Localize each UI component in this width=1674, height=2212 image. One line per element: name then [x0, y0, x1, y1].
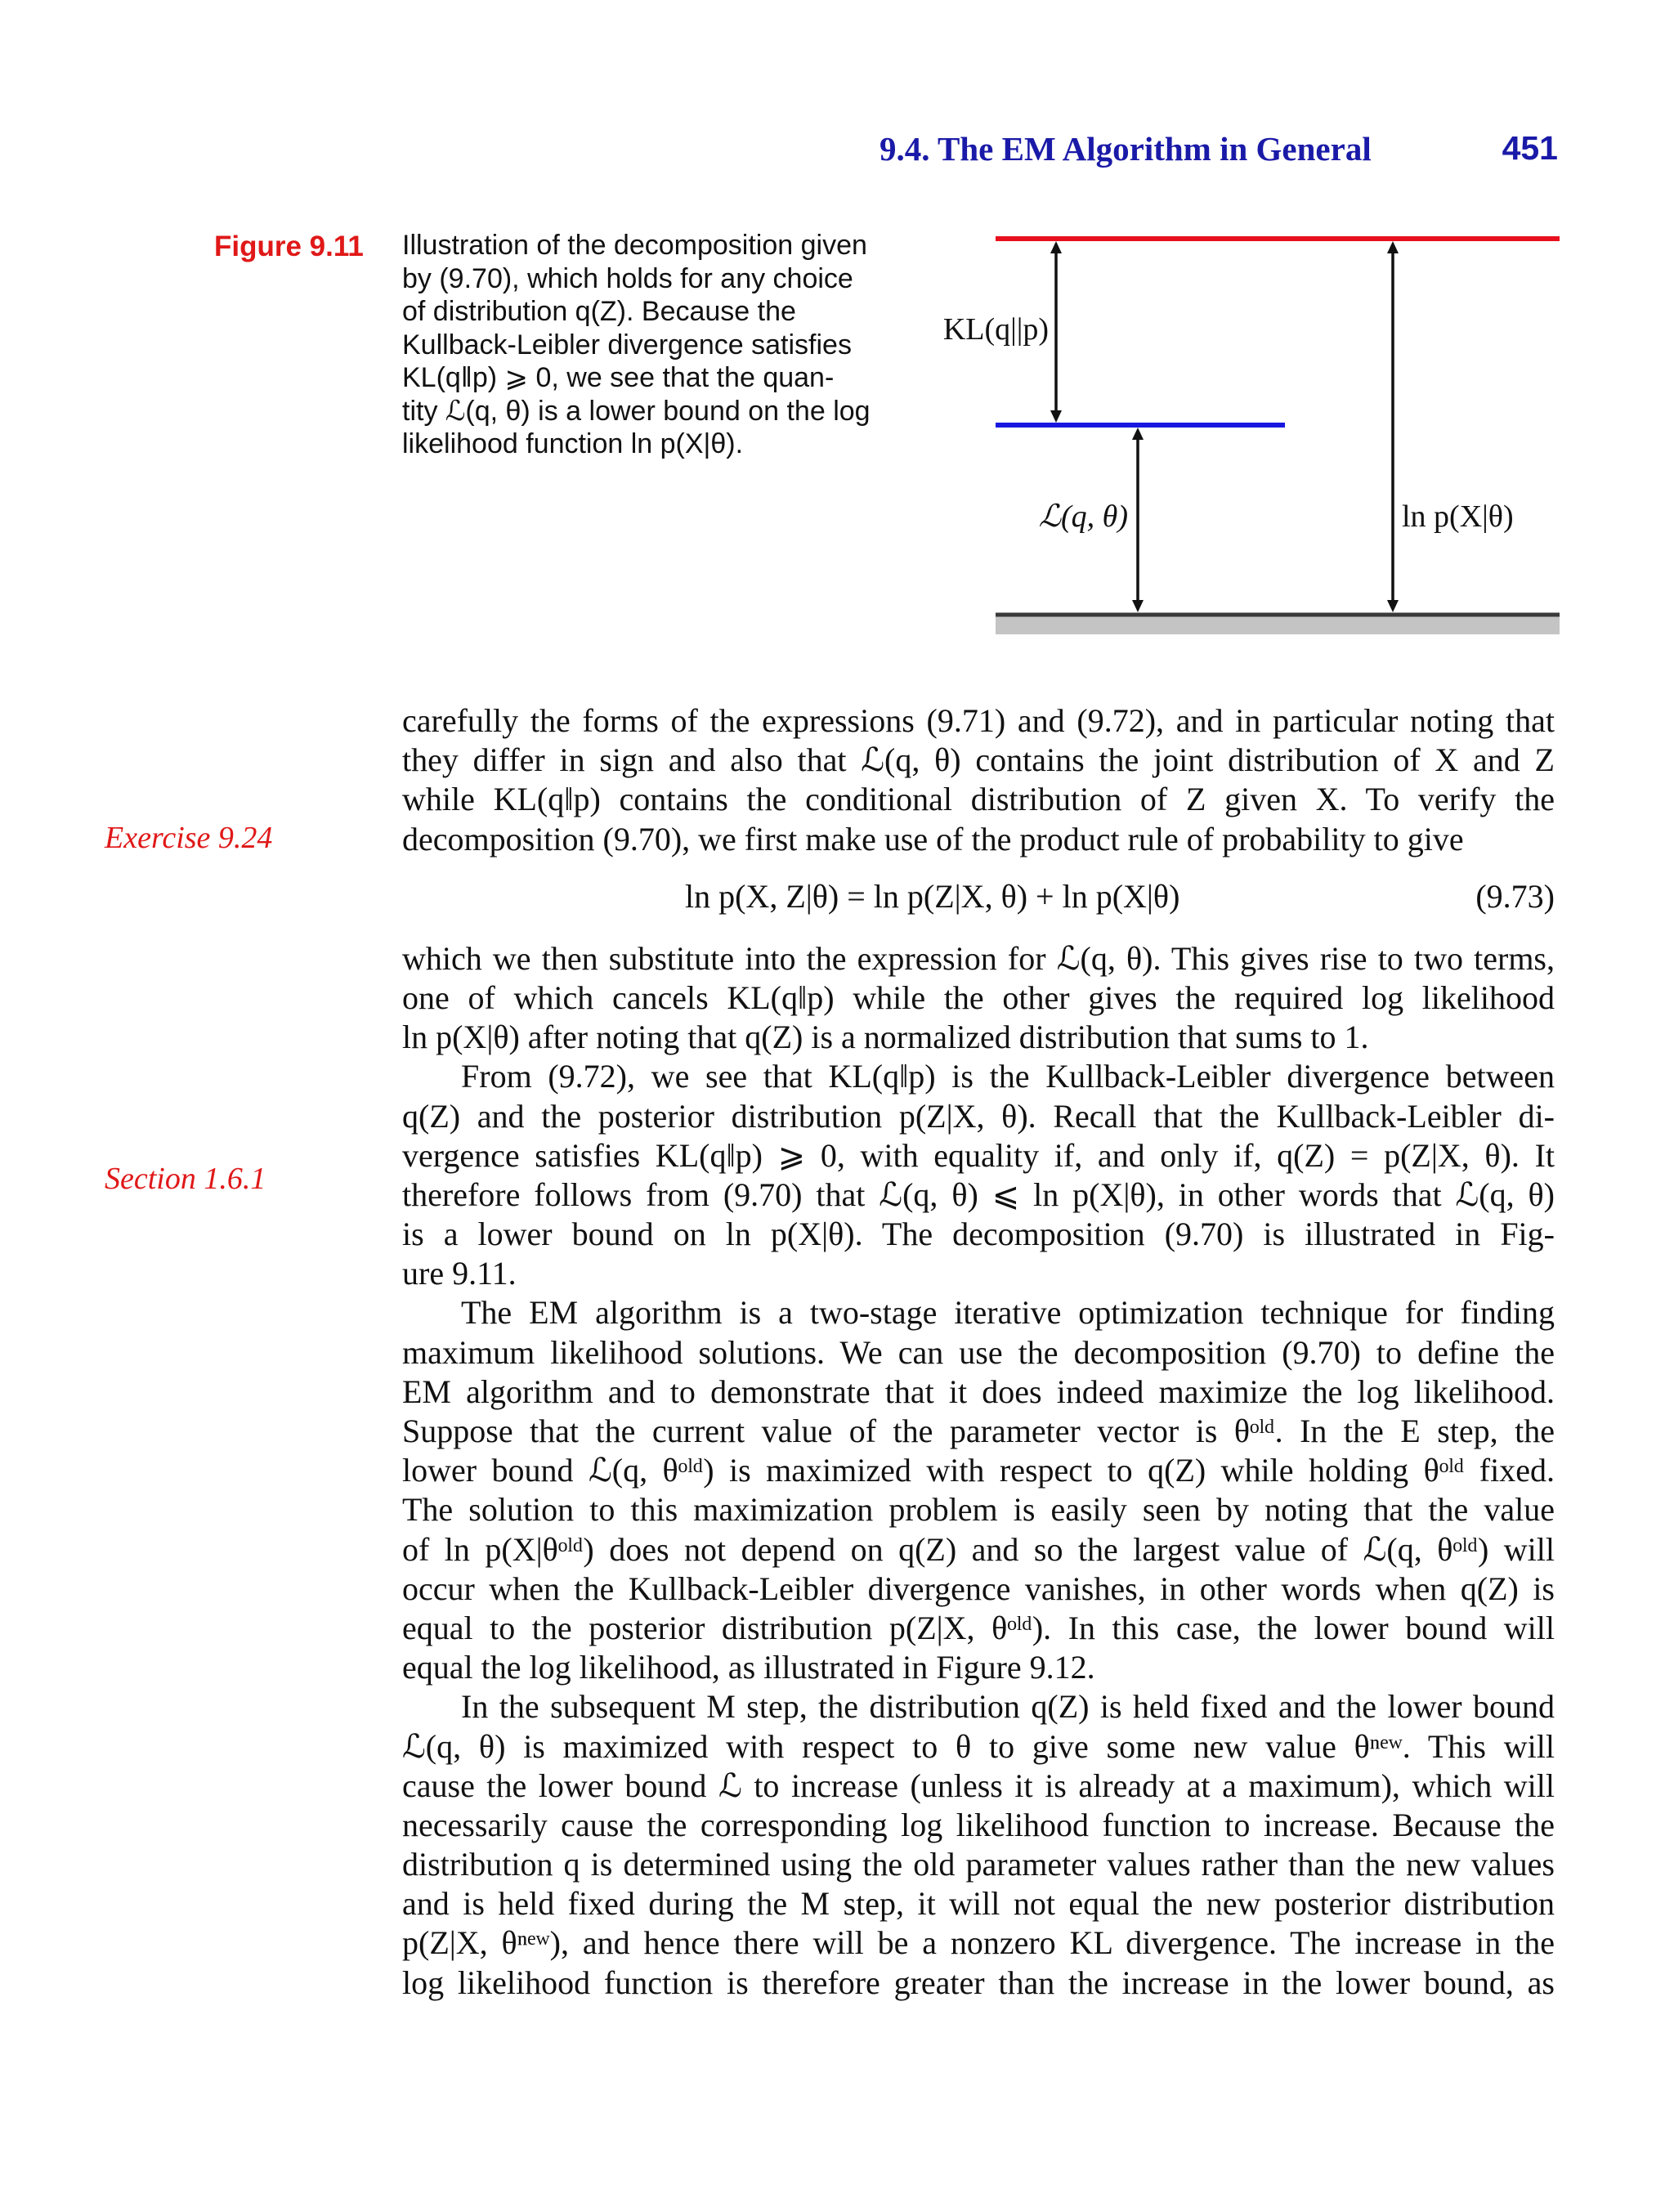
text-line: EM algorithm and to demonstrate that it does indeed maximize the log likelihood.: [402, 1372, 1555, 1410]
text-line: The EM algorithm is a two-stage iterative optimization technique for finding: [461, 1294, 1555, 1332]
caption-line: Kullback-Leibler divergence satisfies: [402, 329, 852, 360]
text-line: lower bound ℒ(q, θᵒˡᵈ) is maximized with respect to q(Z) while holding θᵒˡᵈ fixed.: [402, 1452, 1555, 1489]
caption-line: KL(q‖p) ⩾ 0, we see that the quan-: [402, 362, 835, 393]
text-line: which we then substitute into the expression for ℒ(q, θ). This gives rise to two terms,: [402, 939, 1555, 977]
caption-line: likelihood function ln p(X|θ).: [402, 428, 744, 459]
text-line: Suppose that the current value of the parameter vector is θᵒˡᵈ. In the E step, the: [402, 1413, 1555, 1449]
text-line: carefully the forms of the expressions (9.71) and (9.72), and in particular noting that: [402, 702, 1555, 739]
log-likelihood-label: ln p(X|θ): [1402, 499, 1514, 534]
log-likelihood-arrow: [1387, 241, 1399, 612]
equation-9-73: [402, 859, 1555, 939]
text-line: equal to the posterior distribution p(Z|X, θᵒˡᵈ). In this case, the lower bound will: [402, 1609, 1555, 1646]
text-line: necessarily cause the corresponding log likelihood function to increase. Because the: [402, 1806, 1555, 1843]
text-line: p(Z|X, θⁿᵉʷ), and hence there will be a nonzero KL divergence. The increase in the: [402, 1924, 1555, 1962]
text-line: vergence satisfies KL(q‖p) ⩾ 0, with equality if, and only if, q(Z) = p(Z|X, θ). It: [402, 1136, 1555, 1174]
text-line: maximum likelihood solutions. We can use the decomposition (9.70) to define the: [402, 1333, 1555, 1371]
decomposition-diagram: [899, 214, 1578, 656]
text-line: occur when the Kullback-Leibler divergence vanishes, in other words when q(Z) is: [402, 1569, 1555, 1607]
text-line: cause the lower bound ℒ to increase (unless it is already at a maximum), which will: [402, 1766, 1555, 1804]
text-line: and is held fixed during the M step, it will not equal the new posterior distribution: [402, 1885, 1555, 1923]
caption-line: tity ℒ(q, θ) is a lower bound on the log: [402, 395, 871, 427]
paragraph-5: [402, 1687, 1555, 2003]
text-line: q(Z) and the posterior distribution p(Z|X, θ). Recall that the Kullback-Leibler di-: [402, 1097, 1555, 1135]
body-text: [402, 701, 1555, 2003]
equation-number: (9.73): [1475, 877, 1555, 915]
text-line: distribution q is determined using the old parameter values rather than the new values: [402, 1846, 1555, 1883]
text-line: ℒ(q, θ) is maximized with respect to θ to give some new value θⁿᵉʷ. This will: [402, 1727, 1555, 1765]
running-head: [880, 129, 1558, 175]
text-line: From (9.72), we see that KL(q‖p) is the Kullback-Leibler divergence between: [461, 1058, 1555, 1095]
paragraph-2: [402, 939, 1555, 1058]
text-line: equal the log likelihood, as illustrated in Figure 9.12.: [402, 1649, 1095, 1686]
caption-line: Illustration of the decomposition given: [402, 230, 867, 261]
figure-caption: [402, 229, 889, 461]
figure-label: Figure 9.11: [214, 231, 364, 262]
baseline-shadow: [996, 616, 1560, 634]
section-title: 9.4. The EM Algorithm in General: [880, 130, 1372, 168]
paragraph-1: [402, 701, 1555, 859]
caption-line: of distribution q(Z). Because the: [402, 296, 796, 327]
caption-line: by (9.70), which holds for any choice: [402, 262, 853, 294]
text-line: therefore follows from (9.70) that ℒ(q, θ) ⩽ ln p(X|θ), in other words that ℒ(q, θ): [402, 1175, 1555, 1213]
text-line: while KL(q‖p) contains the conditional distribution of Z given X. To verify the: [402, 781, 1555, 818]
text-line: of ln p(X|θᵒˡᵈ) does not depend on q(Z) and so the largest value of ℒ(q, θᵒˡᵈ) will: [402, 1530, 1555, 1568]
paragraph-4: [402, 1293, 1555, 1687]
text-line: they differ in sign and also that ℒ(q, θ) contains the joint distribution of X and Z: [402, 741, 1555, 779]
text-line: ln p(X|θ) after noting that q(Z) is a normalized distribution that sums to 1.: [402, 1019, 1369, 1056]
text-line: log likelihood function is therefore greater than the increase in the lower bound, as: [402, 1963, 1555, 2001]
lower-bound-label: ℒ(q, θ): [1038, 499, 1128, 534]
page-number: 451: [1502, 129, 1558, 167]
kl-label: KL(q||p): [942, 312, 1049, 347]
kl-arrow: [1050, 241, 1062, 423]
margin-note-exercise[interactable]: Exercise 9.24: [105, 821, 273, 855]
text-line: decomposition (9.70), we first make use of the product rule of probability to give: [402, 820, 1464, 857]
text-line: The solution to this maximization problem is easily seen by noting that the value: [402, 1491, 1555, 1529]
paragraph-3: [402, 1057, 1555, 1293]
text-line: one of which cancels KL(q‖p) while the other gives the required log likelihood: [402, 978, 1555, 1016]
lower-bound-arrow: [1132, 428, 1144, 612]
text-line: ure 9.11.: [402, 1255, 517, 1292]
text-line: In the subsequent M step, the distribution q(Z) is held fixed and the lower bound: [461, 1688, 1555, 1726]
equation: ln p(X, Z|θ) = ln p(Z|X, θ) + ln p(X|θ): [685, 877, 1180, 915]
text-line: is a lower bound on ln p(X|θ). The decomposition (9.70) is illustrated in Fig-: [402, 1216, 1555, 1253]
margin-note-section[interactable]: Section 1.6.1: [105, 1162, 266, 1196]
